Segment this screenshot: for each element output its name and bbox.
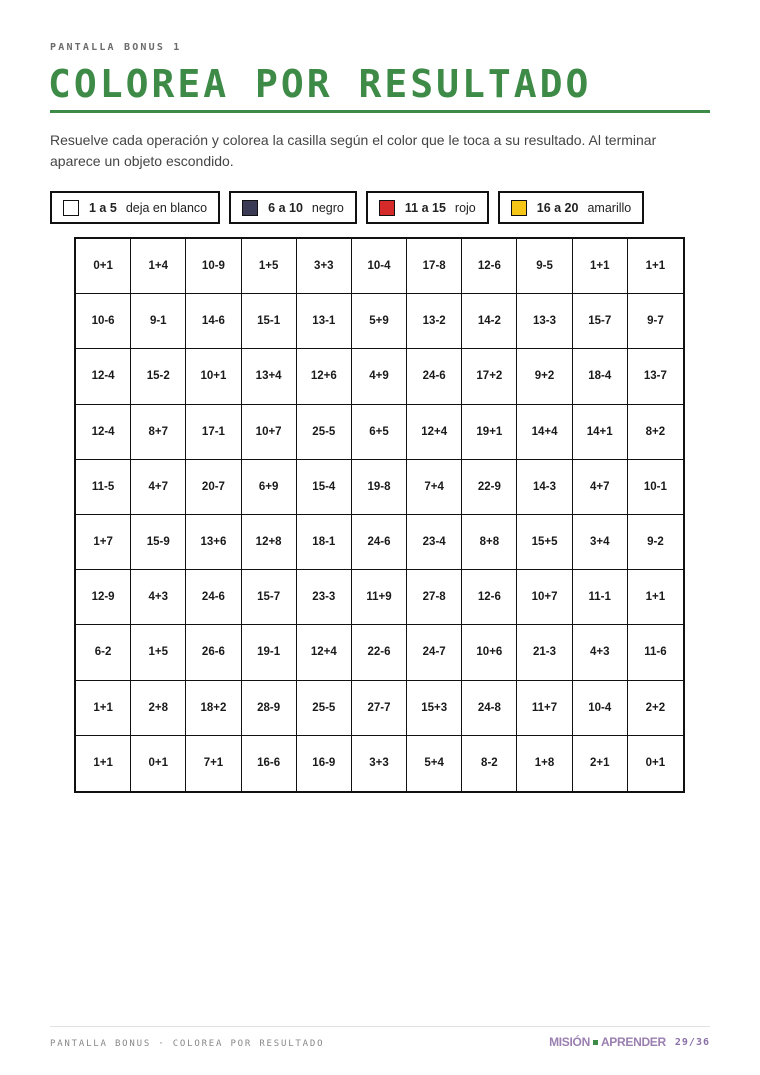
grid-cell[interactable]: 12-9	[76, 570, 131, 625]
legend-item-black	[229, 191, 357, 224]
grid-cell[interactable]: 0+1	[645, 757, 666, 770]
legend-item-red	[366, 191, 489, 224]
grid-cell[interactable]: 14+4	[517, 405, 572, 460]
grid-cell[interactable]: 9-5	[517, 239, 572, 294]
grid-cell[interactable]: 12+6	[297, 349, 352, 404]
grid-cell[interactable]: 6-2	[76, 625, 131, 680]
grid-cell[interactable]: 8+2	[628, 405, 683, 460]
grid-cell[interactable]: 25-5	[297, 681, 352, 736]
grid-cell[interactable]: 1+8	[517, 736, 572, 791]
page-number: 29/36	[674, 1036, 710, 1048]
grid-cell[interactable]: 19-8	[352, 460, 407, 515]
legend-label: negro	[311, 200, 344, 215]
grid-cell[interactable]: 10-4	[352, 239, 407, 294]
grid-cell[interactable]: 11+7	[517, 681, 572, 736]
page-kicker: PANTALLA BONUS 1	[50, 42, 182, 53]
grid-cell[interactable]: 1+1	[628, 239, 683, 294]
legend-range: 16 a 20	[536, 200, 579, 215]
grid-cell[interactable]: 3+3	[297, 239, 352, 294]
grid-cell[interactable]: 5+9	[352, 294, 407, 349]
grid-cell[interactable]: 28-9	[242, 681, 297, 736]
grid-cell[interactable]: 10+1	[186, 349, 241, 404]
grid-cell[interactable]: 10+6	[462, 625, 517, 680]
grid-cell[interactable]: 4+7	[573, 460, 628, 515]
grid-cell[interactable]: 15-1	[242, 294, 297, 349]
grid-cell[interactable]: 24-6	[186, 570, 241, 625]
grid-cell[interactable]: 15+5	[517, 515, 572, 570]
grid-cell[interactable]: 1+4	[131, 239, 186, 294]
grid-cell[interactable]: 3+3	[352, 736, 407, 791]
grid-cell[interactable]: 26-6	[186, 625, 241, 680]
grid-cell[interactable]: 12+4	[407, 405, 462, 460]
grid-cell[interactable]: 22-9	[462, 460, 517, 515]
grid-cell[interactable]: 9-7	[628, 294, 683, 349]
grid-cell[interactable]: 11-1	[573, 570, 628, 625]
grid-cell[interactable]: 8+7	[131, 405, 186, 460]
grid-cell[interactable]: 9-1	[131, 294, 186, 349]
grid-cell[interactable]: 17+2	[462, 349, 517, 404]
grid-cell[interactable]: 18+2	[186, 681, 241, 736]
grid-cell[interactable]: 10-6	[76, 294, 131, 349]
grid-cell[interactable]: 8+8	[462, 515, 517, 570]
grid-cell[interactable]: 13+6	[186, 515, 241, 570]
grid-cell[interactable]: 16-9	[297, 736, 352, 791]
grid-cell[interactable]: 4+3	[573, 625, 628, 680]
grid-cell[interactable]: 6+9	[242, 460, 297, 515]
grid-cell[interactable]: 19+1	[462, 405, 517, 460]
legend-label: rojo	[454, 200, 476, 215]
color-swatch-red	[379, 200, 395, 216]
grid-cell[interactable]: 14-6	[186, 294, 241, 349]
grid-cell[interactable]: 1+1	[76, 681, 131, 736]
footer-branding	[549, 1035, 710, 1049]
grid-cell[interactable]: 12-4	[76, 349, 131, 404]
grid-cell[interactable]: 13-2	[407, 294, 462, 349]
brand-logo-word-1: MISIÓN	[549, 1035, 590, 1049]
grid-cell[interactable]: 24-7	[407, 625, 462, 680]
grid-cell[interactable]: 5+4	[407, 736, 462, 791]
grid-cell[interactable]: 0+1	[131, 736, 186, 791]
grid-cell[interactable]: 20-7	[186, 460, 241, 515]
grid-cell[interactable]: 14-2	[462, 294, 517, 349]
grid-cell[interactable]: 2+8	[131, 681, 186, 736]
grid-cell[interactable]: 22-6	[352, 625, 407, 680]
grid-cell[interactable]: 24-8	[462, 681, 517, 736]
grid-cell[interactable]: 25-5	[297, 405, 352, 460]
grid-cell[interactable]: 7+4	[407, 460, 462, 515]
grid-cell[interactable]: 27-7	[352, 681, 407, 736]
color-swatch-black	[242, 200, 258, 216]
grid-cell[interactable]: 14-3	[517, 460, 572, 515]
grid-cell[interactable]: 6+5	[352, 405, 407, 460]
grid-cell[interactable]: 17-1	[186, 405, 241, 460]
grid-cell[interactable]: 7+1	[186, 736, 241, 791]
grid-cell[interactable]: 12-4	[76, 405, 131, 460]
brand-logo-word-2: APRENDER	[600, 1035, 666, 1049]
legend-label: amarillo	[587, 200, 632, 215]
grid-cell[interactable]: 27-8	[407, 570, 462, 625]
grid-cell[interactable]: 16-6	[242, 736, 297, 791]
grid-cell[interactable]: 11-5	[76, 460, 131, 515]
grid-cell[interactable]: 12+8	[242, 515, 297, 570]
grid-cell[interactable]: 1+5	[242, 239, 297, 294]
color-legend	[50, 191, 644, 224]
legend-range: 1 a 5	[89, 200, 117, 215]
grid-cell[interactable]: 12-6	[462, 239, 517, 294]
grid-cell[interactable]: 1+1	[573, 239, 628, 294]
legend-range: 6 a 10	[268, 200, 303, 215]
grid-cell[interactable]: 13-3	[517, 294, 572, 349]
instructions-text: Resuelve cada operación y colorea la casilla según el color que le toca a su resultado. Al terminar aparece un objeto escondido.	[50, 132, 657, 169]
grid-cell[interactable]: 11-6	[628, 625, 683, 680]
grid-cell[interactable]: 18-1	[297, 515, 352, 570]
grid-cell[interactable]: 13-7	[628, 349, 683, 404]
grid-cell[interactable]: 9+2	[517, 349, 572, 404]
grid-cell[interactable]: 1+5	[131, 625, 186, 680]
grid-cell[interactable]: 1+1	[628, 570, 683, 625]
grid-cell[interactable]: 15-9	[131, 515, 186, 570]
legend-item-yellow	[498, 191, 644, 224]
color-swatch-white	[63, 200, 79, 216]
brand-dot-icon	[593, 1040, 598, 1045]
grid-cell[interactable]: 12+4	[297, 625, 352, 680]
grid-cell[interactable]: 12-6	[462, 570, 517, 625]
page-title: COLOREA POR RESULTADO	[48, 62, 592, 106]
grid-cell[interactable]: 21-3	[517, 625, 572, 680]
grid-cell[interactable]: 10+7	[242, 405, 297, 460]
grid-cell[interactable]: 8-2	[462, 736, 517, 791]
footer-divider	[50, 1026, 710, 1027]
grid-cell[interactable]: 17-8	[407, 239, 462, 294]
grid-cell[interactable]: 10+7	[517, 570, 572, 625]
grid-cell[interactable]: 0+1	[76, 239, 131, 294]
color-swatch-yellow	[511, 200, 527, 216]
grid-cell[interactable]: 13+4	[242, 349, 297, 404]
grid-cell[interactable]: 15-7	[242, 570, 297, 625]
grid-cell[interactable]: 4+3	[131, 570, 186, 625]
grid-cell[interactable]: 19-1	[242, 625, 297, 680]
legend-label: deja en blanco	[125, 200, 208, 215]
grid-cell[interactable]: 1+1	[76, 736, 131, 791]
grid-cell[interactable]: 13-1	[297, 294, 352, 349]
grid-cell[interactable]: 15-4	[297, 460, 352, 515]
legend-item-white	[50, 191, 220, 224]
grid-cell[interactable]: 9-2	[628, 515, 683, 570]
grid-cell[interactable]: 4+9	[352, 349, 407, 404]
grid-cell[interactable]: 15-7	[573, 294, 628, 349]
grid-cell[interactable]: 23-4	[407, 515, 462, 570]
title-divider	[50, 110, 710, 113]
grid-cell[interactable]: 23-3	[297, 570, 352, 625]
grid-cell[interactable]: 11+9	[352, 570, 407, 625]
grid-cell[interactable]: 1+7	[76, 515, 131, 570]
grid-cell[interactable]: 2+1	[573, 736, 628, 791]
footer-caption: PANTALLA BONUS · COLOREA POR RESULTADO	[50, 1039, 325, 1049]
grid-cell[interactable]: 15+3	[407, 681, 462, 736]
operations-grid	[74, 237, 685, 793]
grid-cell[interactable]: 24-6	[407, 349, 462, 404]
grid-cell[interactable]: 10-4	[573, 681, 628, 736]
grid-cell[interactable]: 10-1	[628, 460, 683, 515]
grid-cell[interactable]: 15-2	[131, 349, 186, 404]
legend-range: 11 a 15	[404, 200, 446, 215]
grid-cell[interactable]: 24-6	[352, 515, 407, 570]
grid-cell[interactable]: 2+2	[628, 681, 683, 736]
grid-cell[interactable]: 18-4	[573, 349, 628, 404]
grid-cell[interactable]: 4+7	[131, 460, 186, 515]
grid-cell[interactable]: 14+1	[573, 405, 628, 460]
grid-cell[interactable]: 3+4	[573, 515, 628, 570]
grid-cell[interactable]: 10-9	[186, 239, 241, 294]
